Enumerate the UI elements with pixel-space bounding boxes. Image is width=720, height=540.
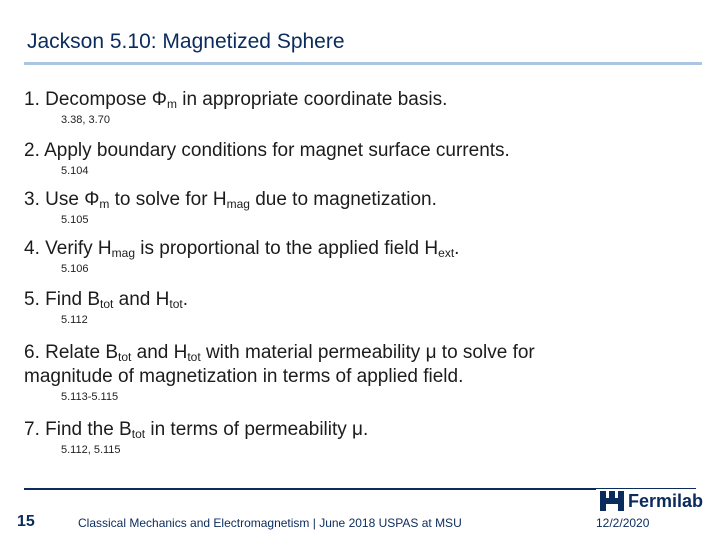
step-6-sub2: tot [187, 350, 201, 364]
step-4-mid: is proportional to the applied field H [135, 238, 439, 259]
footer-caption: Classical Mechanics and Electromagnetism | June 2018 USPAS at MSU [78, 516, 462, 530]
step-6-post: with material permeability μ to solve for [200, 342, 535, 363]
fermilab-logo [596, 489, 707, 513]
step-6-sub: tot [118, 350, 132, 364]
step-5-pre: 5. Find B [24, 289, 101, 310]
step-3-ref: 5.105 [61, 214, 89, 226]
step-4-pre: 4. Verify H [24, 238, 112, 259]
step-6-mid: and H [131, 342, 188, 363]
step-4-sub: mag [111, 246, 135, 260]
step-5-sub2: tot [169, 297, 183, 311]
step-7-post: in terms of permeability μ. [145, 419, 369, 440]
step-5 [24, 288, 664, 326]
fermilab-logo-text: Fermilab [628, 490, 704, 511]
step-3 [24, 188, 664, 226]
slide-title: Jackson 5.10: Magnetized Sphere [27, 30, 345, 53]
page-number: 15 [17, 513, 35, 530]
step-2 [24, 139, 664, 177]
step-3-pre: 3. Use Φ [24, 189, 100, 210]
step-6-text [24, 341, 684, 365]
step-4-post: . [454, 238, 460, 259]
step-7-ref: 5.112, 5.115 [61, 444, 121, 456]
step-3-text [24, 188, 664, 212]
step-4-text [24, 237, 664, 261]
step-7-pre: 7. Find the B [24, 419, 132, 440]
step-5-mid: and H [113, 289, 170, 310]
step-6 [24, 341, 684, 403]
step-4-ref: 5.106 [61, 263, 89, 275]
step-4-sub2: ext [438, 246, 455, 260]
step-6-ref: 5.113-5.115 [61, 391, 119, 403]
step-3-sub2: mag [226, 197, 250, 211]
step-6-line2: magnitude of magnetization in terms of applied field. [24, 366, 464, 387]
step-7-sub: tot [131, 427, 146, 441]
step-3-post: due to magnetization. [249, 189, 437, 210]
title-divider [24, 62, 702, 65]
step-1-sub: m [166, 97, 177, 111]
step-1-ref: 3.38, 3.70 [61, 114, 110, 126]
step-4 [24, 237, 664, 275]
step-5-sub: tot [100, 297, 114, 311]
step-6-pre: 6. Relate B [24, 342, 118, 363]
step-7-text [24, 418, 664, 442]
step-1-text [24, 88, 664, 112]
step-7 [24, 418, 664, 456]
step-5-ref: 5.112 [61, 314, 88, 326]
step-2-text: 2. Apply boundary conditions for magnet surface currents. [24, 140, 510, 161]
step-2-ref: 5.104 [61, 165, 89, 177]
footer-date: 12/2/2020 [596, 516, 650, 530]
fermilab-logo-icon [600, 491, 624, 511]
step-3-mid: to solve for H [109, 189, 227, 210]
step-1-post: in appropriate coordinate basis. [176, 89, 448, 110]
step-3-sub: m [99, 197, 110, 211]
step-5-post: . [182, 289, 188, 310]
step-1 [24, 88, 664, 126]
step-5-text [24, 288, 664, 312]
step-1-pre: 1. Decompose Φ [24, 89, 167, 110]
